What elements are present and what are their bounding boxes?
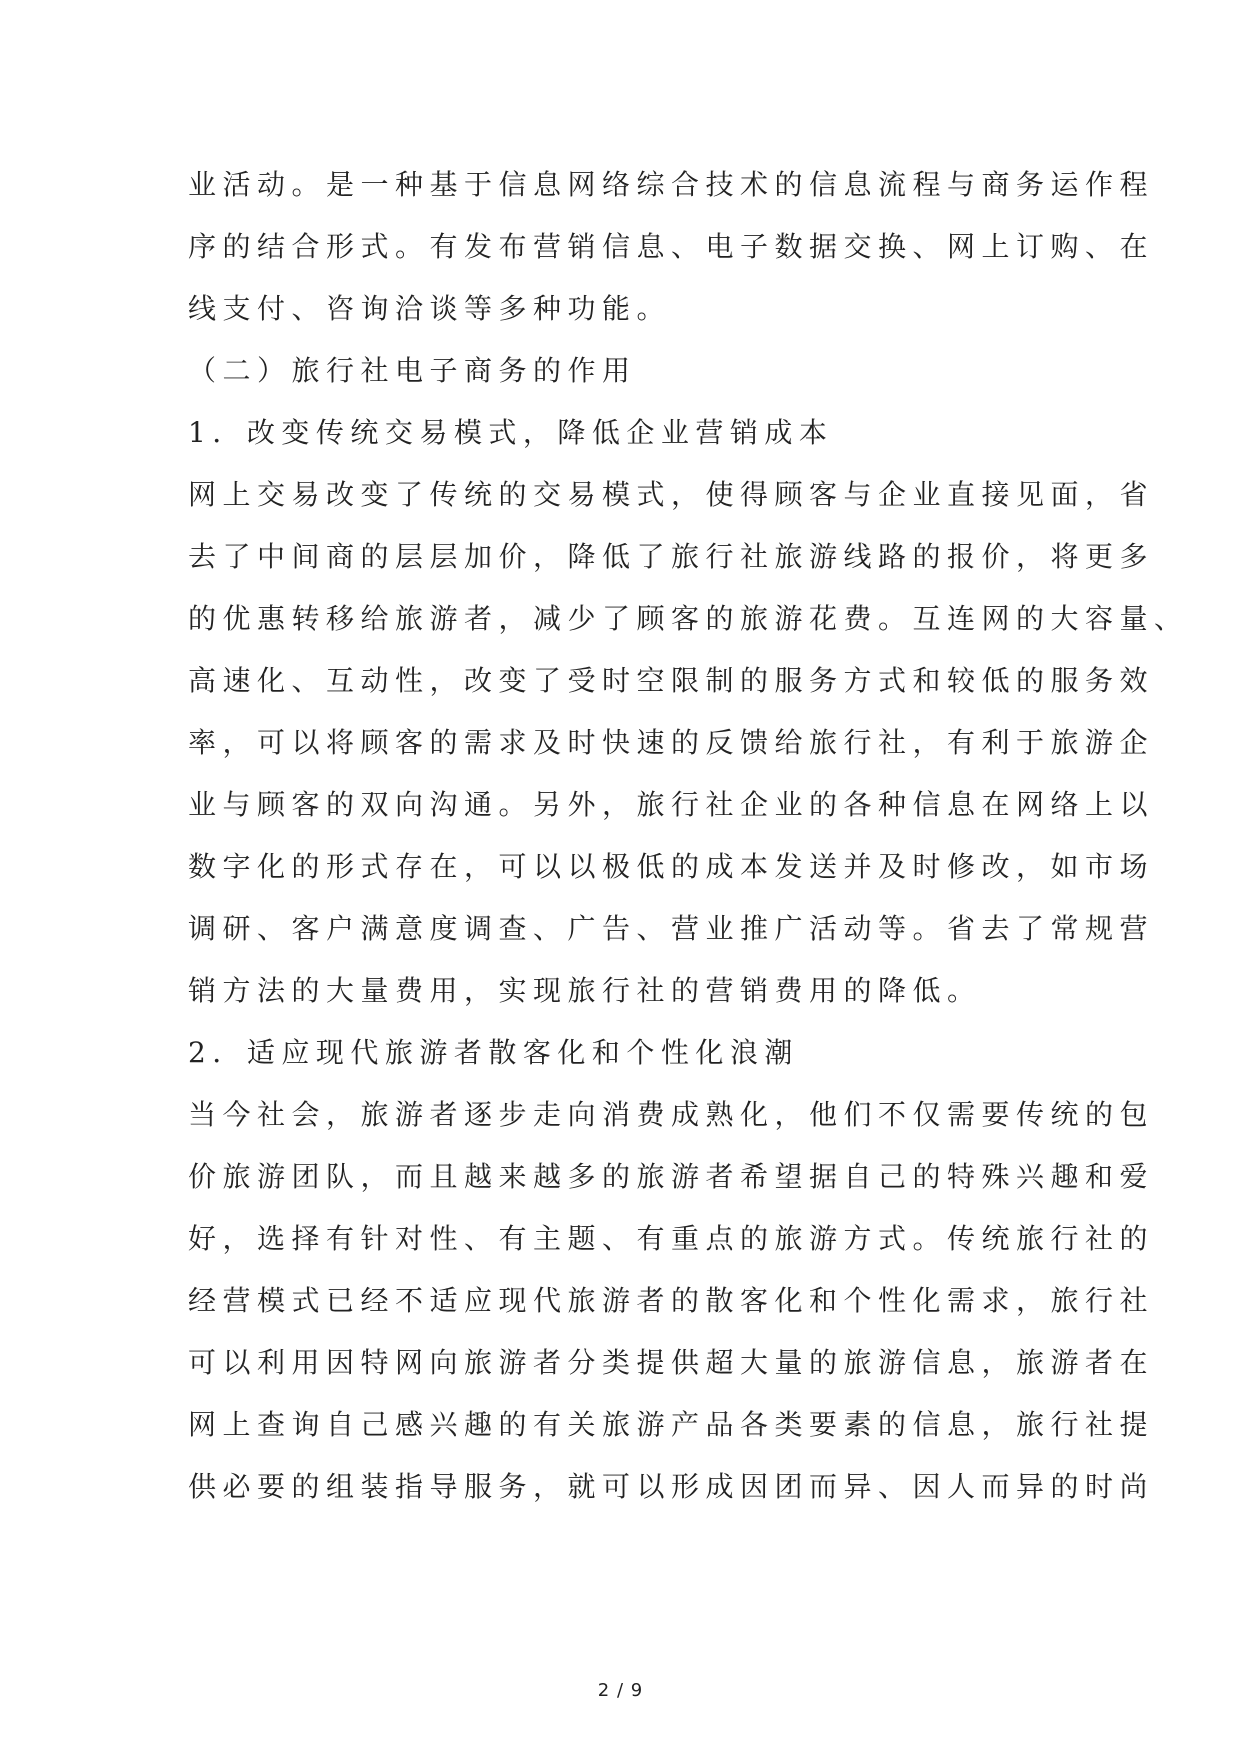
text-line: 供必要的组装指导服务，就可以形成因团而异、因人而异的时尚 [188,1470,1155,1503]
text-line: 业活动。是一种基于信息网络综合技术的信息流程与商务运作程 [188,168,1155,201]
subsection-heading: 2．适应现代旅游者散客化和个性化浪潮 [188,1036,799,1069]
text-line: 高速化、互动性，改变了受时空限制的服务方式和较低的服务效 [188,664,1155,697]
text-line: 率，可以将顾客的需求及时快速的反馈给旅行社，有利于旅游企 [188,726,1155,759]
text-line: 经营模式已经不适应现代旅游者的散客化和个性化需求，旅行社 [188,1284,1155,1317]
text-line: 序的结合形式。有发布营销信息、电子数据交换、网上订购、在 [188,230,1155,263]
text-line: 业与顾客的双向沟通。另外，旅行社企业的各种信息在网络上以 [188,788,1155,821]
text-line: 线支付、咨询洽谈等多种功能。 [188,292,672,325]
text-line: 去了中间商的层层加价，降低了旅行社旅游线路的报价，将更多 [188,540,1155,573]
body-text [188,154,1189,1518]
text-line: 数字化的形式存在，可以以极低的成本发送并及时修改，如市场 [188,850,1155,883]
subsection-heading: 1．改变传统交易模式，降低企业营销成本 [188,416,834,449]
text-line: 可以利用因特网向旅游者分类提供超大量的旅游信息，旅游者在 [188,1346,1155,1379]
text-line: 调研、客户满意度调查、广告、营业推广活动等。省去了常规营 [188,912,1155,945]
text-line: 好，选择有针对性、有主题、有重点的旅游方式。传统旅行社的 [188,1222,1155,1255]
text-line: 的优惠转移给旅游者，减少了顾客的旅游花费。互连网的大容量、 [188,602,1189,635]
text-line: 网上查询自己感兴趣的有关旅游产品各类要素的信息，旅行社提 [188,1408,1155,1441]
page-number: 2 / 9 [597,1680,644,1701]
text-line: 销方法的大量费用，实现旅行社的营销费用的降低。 [188,974,982,1007]
text-line: 当今社会，旅游者逐步走向消费成熟化，他们不仅需要传统的包 [188,1098,1155,1131]
text-line: 价旅游团队，而且越来越多的旅游者希望据自己的特殊兴趣和爱 [188,1160,1155,1193]
text-line: 网上交易改变了传统的交易模式，使得顾客与企业直接见面，省 [188,478,1155,511]
section-heading: （二）旅行社电子商务的作用 [188,354,637,387]
